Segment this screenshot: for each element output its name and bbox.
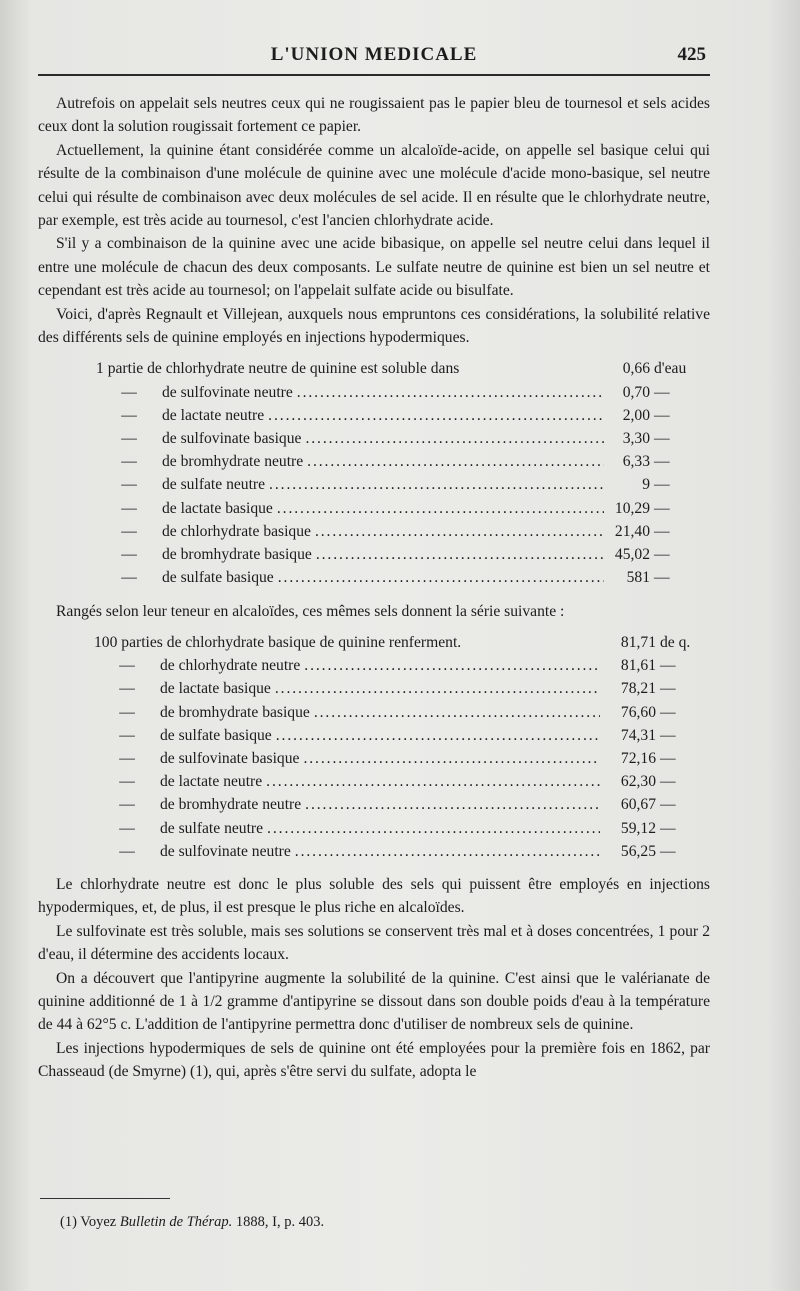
solubility-description: de sulfate neutre [162, 476, 266, 494]
alkaloid-description: de bromhydrate neutre [160, 796, 302, 814]
paragraph-7: On a découvert que l'antipyrine augmente la solubilité de la quinine. C'est ainsi que le valérianate de quinine additionné de 1 à 1/2 gramme d'antipyrine se dissout dans son double poids d'eau à la température de 44 à 62°5 c. L'addition de l'antipyrine permettra donc d'utiliser de nombreux sels de quinine. [38, 969, 710, 1034]
running-title: L'UNION MEDICALE [270, 44, 478, 65]
solubility-description: de bromhydrate neutre [162, 453, 304, 471]
solubility-ditto-dash: — [121, 522, 137, 540]
solubility-row [38, 543, 710, 566]
alkaloid-row [38, 654, 710, 677]
alkaloid-leader-dots [304, 654, 600, 677]
alkaloid-ditto-dash: — [119, 703, 135, 721]
solubility-row [38, 450, 710, 473]
solubility-unit: — [654, 406, 670, 424]
alkaloid-row [38, 793, 710, 816]
solubility-leader-dots [278, 566, 604, 589]
solubility-ditto-dash: — [121, 453, 137, 471]
solubility-ditto-dash: — [121, 569, 137, 587]
footnote-journal: Bulletin de Thérap. [119, 1214, 233, 1230]
solubility-ditto-dash: — [121, 383, 137, 401]
alkaloid-ditto-dash: — [119, 680, 135, 698]
solubility-value: 45,02 [614, 546, 650, 564]
alkaloid-unit: — [660, 703, 676, 721]
footnote-rule [40, 1198, 170, 1199]
alkaloid-value: 72,16 [620, 749, 656, 767]
solubility-row [38, 566, 710, 589]
alkaloid-row [38, 747, 710, 770]
alkaloid-row [38, 701, 710, 724]
alkaloid-value: 78,21 [620, 680, 656, 698]
solubility-leader-dots [269, 473, 604, 496]
solubility-unit: — [654, 569, 670, 587]
alkaloid-unit: — [660, 749, 676, 767]
alkaloid-description: de chlorhydrate neutre [160, 657, 301, 675]
solubility-value: 581 [626, 569, 650, 587]
solubility-description: de sulfovinate basique [162, 430, 302, 448]
paragraph-8: Les injections hypodermiques de sels de quinine ont été employées pour la première fois en 1862, par Chasseaud (de Smyrne) (1), qui, après s'être servi du sulfate, adopta le [38, 1039, 710, 1081]
alkaloid-leader-dots [267, 817, 600, 840]
solubility-row [38, 357, 710, 380]
solubility-row [38, 473, 710, 496]
alkaloid-unit: — [660, 796, 676, 814]
solubility-ditto-dash: — [121, 406, 137, 424]
alkaloid-leader-dots [295, 840, 600, 863]
solubility-row [38, 404, 710, 427]
solubility-description: de bromhydrate basique [162, 546, 312, 564]
solubility-value: 9 [642, 476, 650, 494]
alkaloid-ditto-dash: — [119, 773, 135, 791]
solubility-value: 3,30 [622, 430, 650, 448]
solubility-description: de sulfate basique [162, 569, 274, 587]
alkaloid-row [38, 840, 710, 863]
alkaloid-unit: de q. [660, 633, 691, 651]
solubility-value: 0,70 [622, 383, 650, 401]
solubility-description: de sulfovinate neutre [162, 383, 293, 401]
alkaloid-value: 81,61 [620, 657, 656, 675]
alkaloid-row [38, 631, 710, 654]
alkaloid-ditto-dash: — [119, 819, 135, 837]
alkaloid-row [38, 817, 710, 840]
paragraph-6: Le sulfovinate est très soluble, mais ses solutions se conservent très mal et à doses concentrées, 1 pour 2 d'eau, il détermine des accidents locaux. [38, 922, 710, 964]
alkaloid-ditto-dash: — [119, 726, 135, 744]
solubility-lead: 1 partie [96, 360, 148, 378]
paragraph-4: Voici, d'après Regnault et Villejean, auxquels nous empruntons ces considérations, la solubilité relative des différents sels de quinine employés en injections hypodermiques. [38, 305, 710, 347]
alkaloid-content-table [38, 631, 710, 863]
alkaloid-description: de sulfovinate neutre [160, 842, 291, 860]
alkaloid-description: de sulfate basique [160, 726, 272, 744]
alkaloid-leader-dots [276, 724, 600, 747]
page-body [38, 92, 710, 1084]
solubility-unit: — [654, 383, 670, 401]
alkaloid-leader-dots [303, 747, 600, 770]
footnote-marker: (1) Voyez [60, 1214, 117, 1230]
alkaloid-row [38, 677, 710, 700]
solubility-value: 0,66 [622, 360, 650, 378]
solubility-unit: — [654, 476, 670, 494]
solubility-value: 21,40 [614, 522, 650, 540]
solubility-table [38, 357, 710, 589]
alkaloid-description: de chlorhydrate basique de quinine renferment. [166, 633, 462, 651]
solubility-leader-dots [305, 427, 604, 450]
solubility-leader-dots [297, 381, 604, 404]
solubility-unit: — [654, 499, 670, 517]
alkaloid-description: de lactate basique [160, 680, 271, 698]
alkaloid-unit: — [660, 819, 676, 837]
solubility-leader-dots [316, 543, 604, 566]
alkaloid-row [38, 770, 710, 793]
alkaloid-value: 74,31 [620, 726, 656, 744]
solubility-leader-dots [315, 520, 604, 543]
paragraph-2: Actuellement, la quinine étant considérée comme un alcaloïde-acide, on appelle sel basique celui qui résulte de la combinaison d'une molécule de quinine avec une molécule d'acide mono-basique, sel neutre celui qui résulte de combinaison avec deux molécules de sel acide. Il en résulte que le chlorhydrate neutre, par exemple, est très acide au tournesol, c'est l'ancien chlorhydrate acide. [38, 141, 710, 230]
solubility-row [38, 381, 710, 404]
alkaloid-value: 76,60 [620, 703, 656, 721]
solubility-ditto-dash: — [121, 499, 137, 517]
solubility-unit: d'eau [654, 360, 687, 378]
solubility-unit: — [654, 430, 670, 448]
footnote-rest: 1888, I, p. 403. [235, 1214, 325, 1230]
alkaloid-lead: 100 parties [94, 633, 167, 651]
solubility-row [38, 427, 710, 450]
alkaloid-unit: — [660, 680, 676, 698]
alkaloid-description: de bromhydrate basique [160, 703, 310, 721]
alkaloid-unit: — [660, 842, 676, 860]
alkaloid-leader-dots [314, 701, 600, 724]
page-number: 425 [677, 44, 706, 65]
alkaloid-ditto-dash: — [119, 842, 135, 860]
paragraph-series-intro: Rangés selon leur teneur en alcaloïdes, ces mêmes sels donnent la série suivante : [56, 602, 565, 620]
alkaloid-value: 60,67 [620, 796, 656, 814]
alkaloid-leader-dots [305, 793, 600, 816]
solubility-value: 10,29 [614, 499, 650, 517]
alkaloid-ditto-dash: — [119, 657, 135, 675]
solubility-leader-dots [268, 404, 604, 427]
solubility-unit: — [654, 453, 670, 471]
paragraph-5: Le chlorhydrate neutre est donc le plus soluble des sels qui puissent être employés en injections hypodermiques, et, de plus, il est presque le plus riche en alcaloïdes. [38, 875, 710, 917]
alkaloid-value: 56,25 [620, 842, 656, 860]
alkaloid-leader-dots [275, 677, 600, 700]
solubility-description: de lactate basique [162, 499, 273, 517]
alkaloid-value: 59,12 [620, 819, 656, 837]
alkaloid-unit: — [660, 726, 676, 744]
solubility-description: de chlorhydrate basique [162, 522, 311, 540]
solubility-row [38, 520, 710, 543]
solubility-row [38, 497, 710, 520]
solubility-value: 2,00 [622, 406, 650, 424]
alkaloid-value: 62,30 [620, 773, 656, 791]
solubility-description: de lactate neutre [162, 406, 265, 424]
alkaloid-leader-dots [266, 770, 600, 793]
paragraph-1: Autrefois on appelait sels neutres ceux qui ne rougissaient pas le papier bleu de tournesol et sels acides ceux dont la solution rougissait fortement ce papier. [38, 95, 710, 136]
solubility-ditto-dash: — [121, 546, 137, 564]
alkaloid-value: 81,71 [620, 633, 656, 651]
alkaloid-unit: — [660, 773, 676, 791]
page-header [38, 40, 710, 76]
alkaloid-row [38, 724, 710, 747]
solubility-ditto-dash: — [121, 476, 137, 494]
alkaloid-unit: — [660, 657, 676, 675]
solubility-value: 6,33 [622, 453, 650, 471]
solubility-unit: — [654, 546, 670, 564]
solubility-leader-dots [277, 497, 604, 520]
alkaloid-ditto-dash: — [119, 796, 135, 814]
solubility-leader-dots [307, 450, 604, 473]
alkaloid-description: de sulfovinate basique [160, 749, 300, 767]
solubility-unit: — [654, 522, 670, 540]
footnote [60, 1214, 324, 1231]
alkaloid-description: de lactate neutre [160, 773, 263, 791]
alkaloid-ditto-dash: — [119, 749, 135, 767]
solubility-description: de chlorhydrate neutre de quinine est soluble dans [147, 360, 460, 378]
paragraph-3: S'il y a combinaison de la quinine avec une acide bibasique, on appelle sel neutre celui dans lequel il entre une molécule de chacun des deux composants. Le sulfate neutre de quinine est bien un sel neutre et cependant est très acide au tournesol; on l'appelait sulfate acide ou bisulfate. [38, 235, 710, 300]
solubility-ditto-dash: — [121, 430, 137, 448]
alkaloid-description: de sulfate neutre [160, 819, 264, 837]
